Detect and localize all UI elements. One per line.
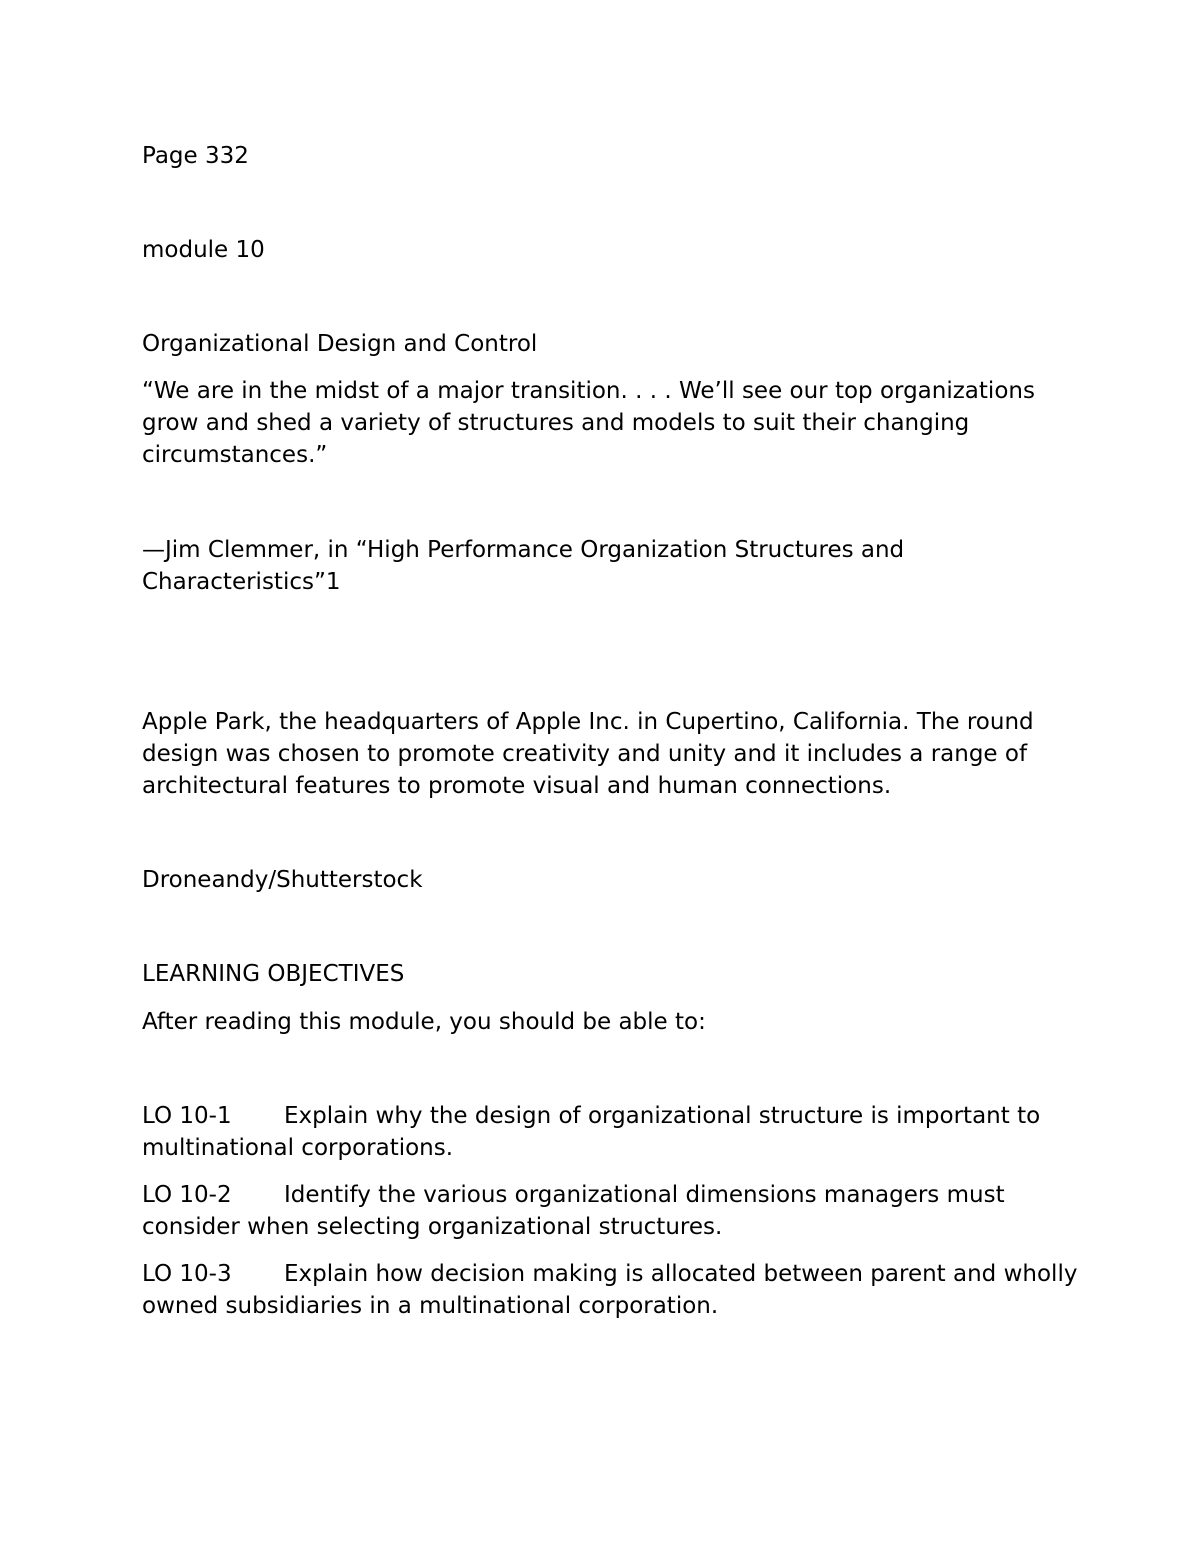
learning-objective-code: LO 10-2 [142, 1182, 232, 1208]
photo-caption: Apple Park, the headquarters of Apple Inc. in Cupertino, California. The round design was chosen to promote creativity and unity and it includes a range of architectural features to promote visual and human connections. [142, 709, 1034, 799]
learning-objective-text: Explain how decision making is allocated between parent and wholly owned subsidiaries in a multinational corporation. [142, 1261, 1078, 1319]
learning-objective-item [142, 1258, 1082, 1322]
module-label: module 10 [142, 237, 265, 263]
learning-objective-item [142, 1100, 1082, 1164]
learning-objective-text: Identify the various organizational dimensions managers must consider when selecting organizational structures. [142, 1182, 1005, 1240]
learning-objective-text: Explain why the design of organizational structure is important to multinational corporations. [142, 1103, 1041, 1161]
learning-objective-code: LO 10-3 [142, 1261, 232, 1287]
learning-objectives-heading: LEARNING OBJECTIVES [142, 961, 405, 987]
learning-objective-code: LO 10-1 [142, 1103, 232, 1129]
page-number: Page 332 [142, 143, 249, 169]
epigraph-attribution: —Jim Clemmer, in “High Performance Organization Structures and Characteristics”1 [142, 537, 905, 595]
learning-objectives-intro: After reading this module, you should be able to: [142, 1009, 706, 1035]
module-title: Organizational Design and Control [142, 331, 538, 357]
photo-credit: Droneandy/Shutterstock [142, 867, 423, 893]
learning-objective-item [142, 1179, 1082, 1243]
epigraph-quote: “We are in the midst of a major transition. . . . We’ll see our top organizations grow and shed a variety of structures and models to suit their changing circumstances.” [142, 378, 1035, 468]
